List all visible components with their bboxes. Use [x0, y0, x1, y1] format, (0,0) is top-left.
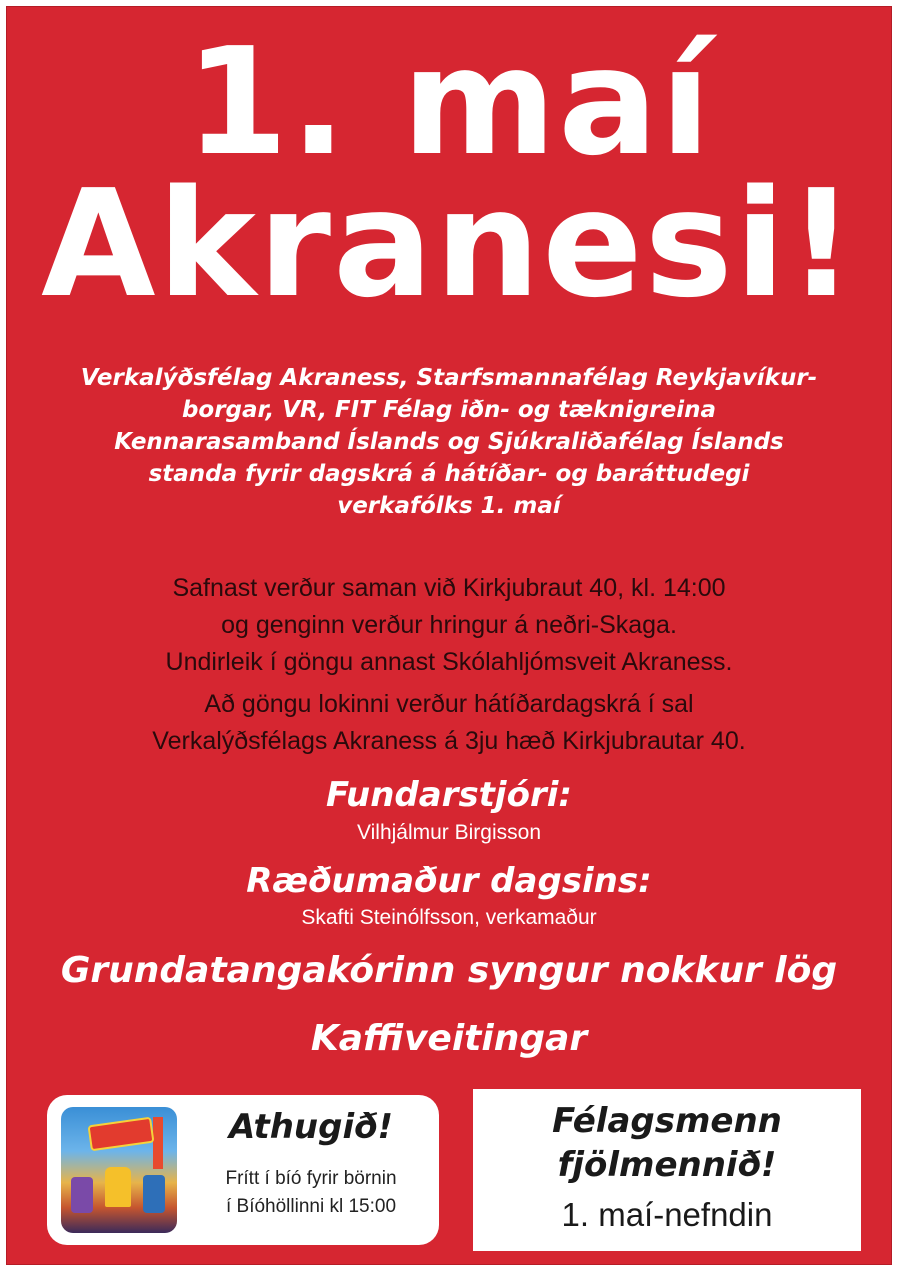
closing-call — [473, 1099, 861, 1187]
intro-paragraph — [27, 362, 871, 522]
movie-poster-image — [61, 1107, 177, 1233]
gathering-info — [7, 570, 891, 681]
notice-heading: Athugið! — [229, 1107, 393, 1147]
refreshments-line: Kaffiveitingar — [310, 1018, 588, 1059]
poster — [6, 6, 892, 1265]
closing-box — [473, 1089, 861, 1251]
movie-poster-logo — [88, 1117, 155, 1152]
movie-poster-tower — [153, 1117, 163, 1169]
movie-poster-figure — [105, 1167, 131, 1207]
intro-line: Kennarasamband Íslands og Sjúkraliðafélag Íslands — [114, 429, 784, 455]
info-line: Að göngu lokinni verður hátíðardagskrá í sal — [204, 690, 694, 718]
intro-line: borgar, VR, FIT Félag iðn- og tæknigreina — [181, 397, 717, 423]
movie-poster-figure — [71, 1177, 93, 1213]
notice-text — [193, 1165, 429, 1221]
info-line: og genginn verður hringur á neðri-Skaga. — [221, 611, 677, 639]
notice-box — [47, 1095, 439, 1245]
intro-line: standa fyrir dagskrá á hátíðar- og baráttudegi — [148, 461, 750, 487]
info-line: Verkalýðsfélags Akraness á 3ju hæð Kirkjubrautar 40. — [152, 727, 746, 755]
speaker-heading: Ræðumaður dagsins: — [246, 861, 652, 901]
movie-poster-figure — [143, 1175, 165, 1213]
intro-line: Verkalýðsfélag Akraness, Starfsmannafélag Reykjavíkur- — [80, 365, 818, 391]
chair-heading: Fundarstjóri: — [326, 775, 572, 815]
intro-line: verkafólks 1. maí — [337, 493, 561, 519]
closing-line: Félagsmenn — [552, 1101, 782, 1141]
notice-line: Frítt í bíó fyrir börnin — [225, 1168, 397, 1189]
notice-line: í Bíóhöllinni kl 15:00 — [225, 1196, 397, 1217]
speaker-name: Skafti Steinólfsson, verkamaður — [301, 906, 597, 929]
info-line: Safnast verður saman við Kirkjubraut 40, kl. 14:00 — [172, 574, 726, 602]
closing-line: fjölmennið! — [557, 1145, 777, 1185]
title-line-2: Akranesi! — [41, 158, 857, 330]
chair-name: Vilhjálmur Birgisson — [356, 821, 542, 844]
program-location-info — [7, 686, 891, 760]
title-line-1: 1. maí — [185, 16, 713, 188]
choir-line: Grundatangakórinn syngur nokkur lög — [60, 950, 838, 991]
committee-signature: 1. maí-nefndin — [561, 1196, 773, 1233]
info-line: Undirleik í göngu annast Skólahljómsveit Akraness. — [165, 648, 733, 676]
